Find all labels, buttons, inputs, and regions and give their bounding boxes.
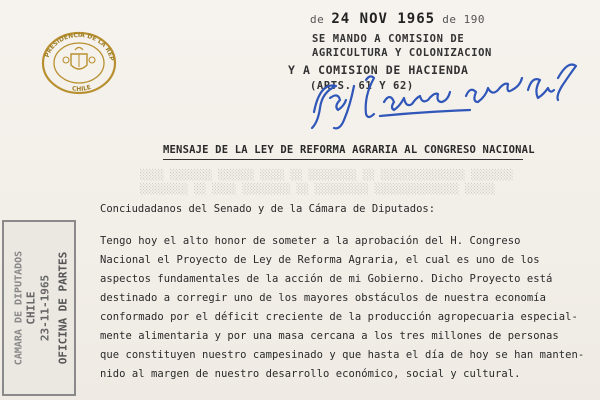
routing-stamp-line-3: Y A COMISION DE HACIENDA — [288, 63, 469, 77]
body-line: mente alimentaria y por una masa cercana a los tres millones de personas — [100, 330, 559, 342]
body-line: Nacional el Proyecto de Ley de Reforma Agraria, el cual es uno de los — [100, 254, 540, 266]
body-line: que constituyen nuestro campesinado y que hasta el día de hoy se han manten- — [100, 349, 585, 361]
presidential-seal-icon — [40, 30, 118, 96]
bleed-through-text: ░░░░░░░░ ░░ ░░░░ ░░░░░░░░ ░░ ░░░░░░░░░ ░░░░░░░░░░░░░░ ░░░░░ — [140, 184, 496, 195]
routing-stamp-line-4: (ARTS. 61 Y 62) — [310, 80, 414, 92]
routing-stamp-line-2: AGRICULTURA Y COLONIZACION — [312, 47, 492, 59]
salutation: Conciudadanos del Senado y de la Cámara de Diputados: — [100, 203, 436, 215]
document-title: MENSAJE DE LA LEY DE REFORMA AGRARIA AL CONGRESO NACIONAL — [163, 144, 535, 156]
date-prefix: de — [310, 13, 325, 26]
date-stamp — [310, 11, 485, 27]
date-suffix: de 190 — [442, 13, 485, 26]
seal-bottom-text: CHILE — [71, 83, 92, 93]
body-line: aspectos fundamentales de la acción de mi Gobierno. Dicho Proyecto está — [100, 273, 553, 285]
body-line: Tengo hoy el alto honor de someter a la aprobación del H. Congreso — [100, 235, 521, 247]
received-stamp-office: OFICINA DE PARTES — [56, 251, 70, 365]
body-line: destinado a corregir uno de los mayores obstáculos de nuestra economía — [100, 292, 547, 304]
bleed-through-text: ░░░░ ░░░░░░░ ░░░░░░ ░░░░ ░░ ░░░░░░░░ ░░ ░░░░░░░░░░░░░░ ░░░░░░░ — [140, 170, 514, 181]
received-stamp-date: 23-11-1965 — [38, 274, 52, 342]
routing-stamp-line-1: SE MANDO A COMISION DE — [312, 33, 465, 45]
date-value: 24 NOV 1965 — [331, 11, 436, 27]
received-stamp-chamber: CAMARA DE DIPUTADOS — [13, 250, 25, 366]
body-line: conformado por el déficit creciente de la producción agropecuaria especial- — [100, 311, 578, 323]
signature-icon — [296, 50, 586, 140]
seal-top-text: PRESIDENCIA DE LA REP — [43, 31, 115, 62]
received-stamp-country: CHILE — [24, 291, 38, 325]
title-underline — [163, 159, 523, 160]
svg-text:PRESIDENCIA DE LA REPUBLICA — [40, 30, 115, 62]
document-body — [100, 232, 585, 384]
received-stamp — [2, 220, 76, 396]
body-line: nido al margen de nuestro desarrollo económico, social y cultural. — [100, 368, 521, 380]
